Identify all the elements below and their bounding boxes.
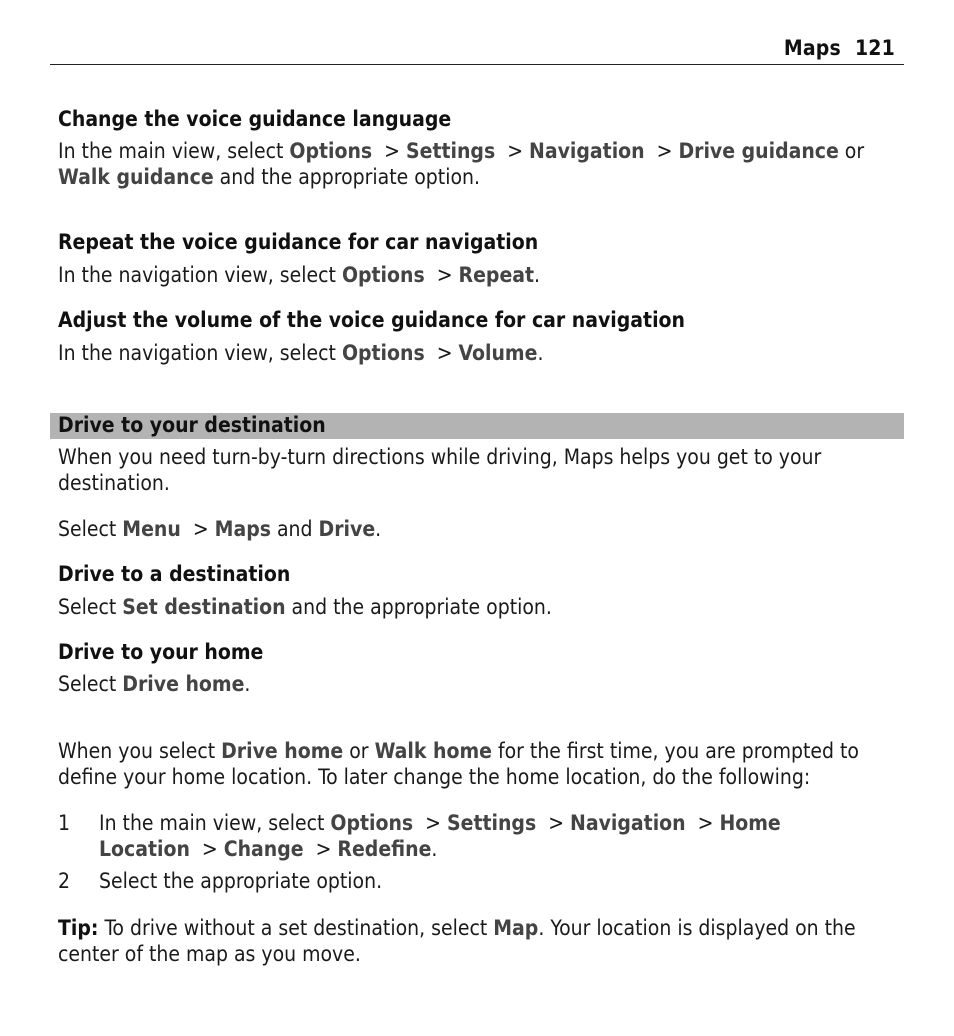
paragraph-repeat: In the navigation view, select Options > Repeat. — [58, 263, 541, 287]
heading-drive-home: Drive to your home — [58, 640, 264, 664]
menu-home-location: Home Location — [99, 811, 781, 861]
paragraph-voice-language: In the main view, select Options > Settings > Navigation > Drive guidance or Walk guidance and the appropriate option. — [58, 139, 865, 189]
menu-drive-home: Drive home — [221, 739, 344, 763]
paragraph-drive-home: Select Drive home. — [58, 672, 251, 696]
paragraph-volume: In the navigation view, select Options > Volume. — [58, 341, 544, 365]
step-text: In the main view, select Options > Settings > Navigation > Home Location > Change > Redefine. — [99, 811, 781, 861]
paragraph-drive-destination: Select Set destination and the appropriate option. — [58, 595, 552, 619]
menu-options: Options — [289, 139, 373, 163]
step-number: 1 — [58, 811, 71, 835]
menu-walk-guidance: Walk guidance — [58, 165, 214, 189]
paragraph-drive-select: Select Menu > Maps and Drive. — [58, 517, 382, 541]
menu-drive-guidance: Drive guidance — [678, 139, 839, 163]
heading-volume: Adjust the volume of the voice guidance for car navigation — [58, 308, 685, 332]
paragraph-drive-intro: When you need turn-by-turn directions while driving, Maps helps you get to your destination. — [58, 445, 822, 495]
tip-label: Tip: — [58, 916, 99, 940]
heading-voice-language: Change the voice guidance language — [58, 107, 452, 131]
menu-redefine: Redefine — [337, 837, 432, 861]
menu-volume: Volume — [458, 341, 538, 365]
header-section: Maps — [783, 36, 841, 60]
menu-walk-home: Walk home — [374, 739, 492, 763]
list-item — [58, 868, 898, 894]
paragraph-home-info: When you select Drive home or Walk home for the first time, you are prompted to define your home location. To later change the home location, do the following: — [58, 739, 859, 789]
menu-navigation: Navigation — [570, 811, 686, 835]
heading-repeat: Repeat the voice guidance for car navigation — [58, 230, 539, 254]
menu-map: Map — [493, 916, 539, 940]
page-header — [784, 36, 895, 60]
menu-options: Options — [330, 811, 414, 835]
list-item — [58, 810, 898, 862]
step-text: Select the appropriate option. — [99, 869, 383, 893]
menu-settings: Settings — [406, 139, 496, 163]
menu-drive-home: Drive home — [122, 672, 245, 696]
step-number: 2 — [58, 869, 71, 893]
menu-settings: Settings — [447, 811, 537, 835]
section-title: Drive to your destination — [58, 413, 326, 437]
tip-paragraph: Tip: To drive without a set destination, select Map. Your location is displayed on the center of the map as you move. — [58, 916, 856, 966]
menu-repeat: Repeat — [458, 263, 535, 287]
menu-navigation: Navigation — [529, 139, 645, 163]
menu-menu: Menu — [122, 517, 181, 541]
page-number: 121 — [854, 36, 895, 60]
heading-drive-destination: Drive to a destination — [58, 562, 291, 586]
menu-drive: Drive — [318, 517, 376, 541]
menu-change: Change — [223, 837, 304, 861]
menu-set-destination: Set destination — [122, 595, 286, 619]
header-divider — [50, 64, 904, 65]
menu-options: Options — [341, 341, 425, 365]
menu-maps: Maps — [214, 517, 271, 541]
menu-options: Options — [341, 263, 425, 287]
